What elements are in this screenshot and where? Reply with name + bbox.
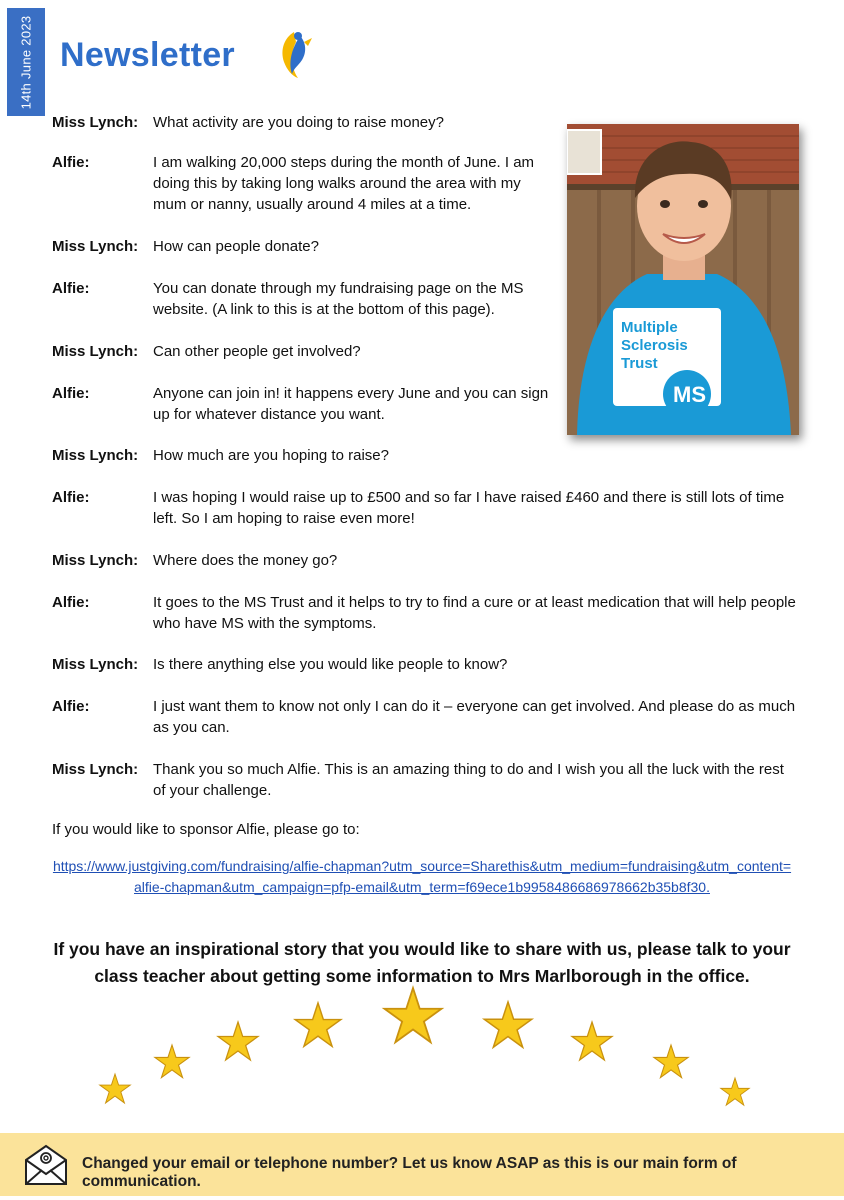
footer-message: Changed your email or telephone number? Let us know ASAP as this is our main form of communication. bbox=[82, 1155, 737, 1190]
star-icon bbox=[100, 1074, 130, 1103]
star-icon bbox=[654, 1045, 688, 1078]
speaker-label: Miss Lynch: bbox=[52, 114, 139, 131]
sponsor-intro: If you would like to sponsor Alfie, please go to: bbox=[52, 821, 360, 838]
interview-text: Can other people get involved? bbox=[153, 343, 361, 360]
star-icon bbox=[155, 1045, 189, 1078]
interview-text: I am walking 20,000 steps during the month of June. I am doing this by taking long walks around the area with my mum or nanny, usually around 4 miles at a time. bbox=[153, 154, 535, 213]
interview-row bbox=[52, 550, 797, 571]
interview-text: You can donate through my fundraising page on the MS website. (A link to this is at the bottom of this page). bbox=[153, 280, 524, 318]
alfie-photo bbox=[567, 124, 799, 435]
speaker-label: Miss Lynch: bbox=[52, 447, 139, 464]
interview-row bbox=[52, 759, 797, 801]
interview-text: I was hoping I would raise up to £500 and so far I have raised £460 and there is still lots of time left. So I am hoping to raise even more! bbox=[153, 489, 785, 527]
interview-row bbox=[52, 487, 797, 529]
speaker-label: Miss Lynch: bbox=[52, 656, 139, 673]
shirt-ms-logo: MS bbox=[673, 382, 706, 407]
school-logo-icon bbox=[274, 28, 314, 80]
interview-row bbox=[52, 654, 797, 675]
star-icon bbox=[484, 1002, 532, 1047]
newsletter-date: 14th June 2023 bbox=[18, 15, 34, 109]
footer-banner bbox=[0, 1133, 844, 1196]
interview-text: What activity are you doing to raise money? bbox=[153, 114, 444, 131]
star-icon bbox=[218, 1022, 258, 1060]
speaker-label: Alfie: bbox=[52, 698, 90, 715]
star-icon bbox=[572, 1022, 612, 1060]
speaker-label: Alfie: bbox=[52, 385, 90, 402]
speaker-label: Miss Lynch: bbox=[52, 238, 139, 255]
star-icon bbox=[295, 1003, 341, 1046]
interview-row bbox=[52, 696, 797, 738]
interview-text: Thank you so much Alfie. This is an amazing thing to do and I wish you all the luck with the rest of your challenge. bbox=[153, 761, 784, 799]
star-icon bbox=[384, 988, 441, 1042]
interview-text: How much are you hoping to raise? bbox=[153, 447, 389, 464]
envelope-icon bbox=[22, 1140, 70, 1188]
speaker-label: Alfie: bbox=[52, 280, 90, 297]
shirt-text-line: Trust bbox=[621, 355, 658, 372]
star-icon bbox=[721, 1078, 750, 1105]
stars-decoration bbox=[0, 980, 844, 1120]
interview-text: It goes to the MS Trust and it helps to try to find a cure or at least medication that will help people who have MS with the symptoms. bbox=[153, 594, 796, 632]
interview-text: How can people donate? bbox=[153, 238, 319, 255]
page-title: Newsletter bbox=[60, 36, 235, 74]
interview-text: Anyone can join in! it happens every June and you can sign up for whatever distance you want. bbox=[153, 385, 549, 423]
speaker-label: Alfie: bbox=[52, 594, 90, 611]
fundraising-link[interactable]: https://www.justgiving.com/fundraising/alfie-chapman?utm_source=Sharethis&utm_medium=fundraising&utm_content=alfie-chapman&utm_campaign=pfp-email&utm_term=f69ece1b9958486686978662b35b8f30. bbox=[52, 858, 792, 895]
interview-text: Where does the money go? bbox=[153, 552, 338, 569]
interview-row bbox=[52, 592, 797, 634]
shirt-text-line: Multiple bbox=[621, 319, 678, 336]
interview-row bbox=[52, 445, 797, 466]
speaker-label: Miss Lynch: bbox=[52, 343, 139, 360]
date-strip bbox=[7, 8, 45, 116]
speaker-label: Miss Lynch: bbox=[52, 552, 139, 569]
speaker-label: Miss Lynch: bbox=[52, 761, 139, 778]
speaker-label: Alfie: bbox=[52, 489, 90, 506]
interview-text: I just want them to know not only I can do it – everyone can get involved. And please do as much as you can. bbox=[153, 698, 796, 736]
speaker-label: Alfie: bbox=[52, 154, 90, 171]
interview-text: Is there anything else you would like people to know? bbox=[153, 656, 508, 673]
shirt-text-line: Sclerosis bbox=[621, 337, 688, 354]
inspirational-story-callout: If you have an inspirational story that you would like to share with us, please talk to your class teacher about getting some information to Mrs Marlborough in the office. bbox=[53, 939, 791, 986]
